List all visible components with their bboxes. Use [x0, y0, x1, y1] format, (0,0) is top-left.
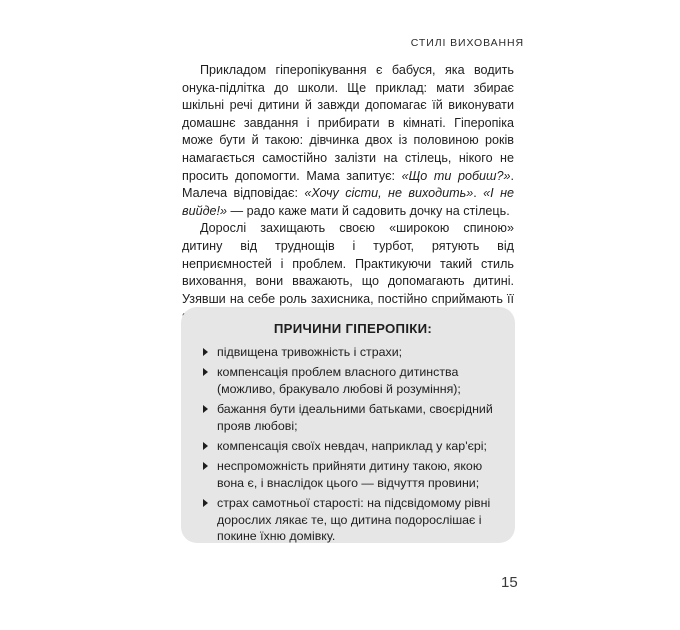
paragraph-1-part-2: . Малеча відповідає:	[182, 168, 514, 201]
triangle-bullet-icon	[203, 368, 208, 376]
paragraph-1-quote-1: «Що ти робиш?»	[401, 168, 511, 183]
paragraph-1-quote-2: «Хочу сісти, не виходить»	[304, 186, 474, 201]
paragraph-1-part-4: — радо каже мати й садовить дочку на стілець.	[227, 203, 510, 218]
list-item	[203, 458, 499, 491]
paragraph-1-quote-3: «І не вийде!»	[182, 186, 515, 218]
causes-list	[203, 344, 499, 544]
list-item-text: компенсація своїх невдач, наприклад у кар'єрі;	[217, 439, 487, 454]
triangle-bullet-icon	[203, 405, 208, 413]
list-item	[203, 344, 499, 360]
causes-callout-box	[181, 307, 515, 543]
paragraph-1	[182, 62, 514, 220]
triangle-bullet-icon	[203, 499, 208, 507]
triangle-bullet-icon	[203, 348, 208, 356]
running-head: СТИЛІ ВИХОВАННЯ	[410, 37, 524, 49]
page-number: 15	[501, 574, 518, 591]
list-item-text: страх самотньої старості: на підсвідомому рівні дорослих лякає те, що дитина подорослішає і покине їхню домівку.	[217, 496, 491, 544]
list-item	[203, 438, 499, 454]
callout-title: ПРИЧИНИ ГІПЕРОПІКИ:	[273, 321, 433, 336]
list-item	[203, 364, 499, 397]
list-item-text: бажання бути ідеальними батьками, своєрідний прояв любові;	[217, 402, 493, 433]
triangle-bullet-icon	[203, 462, 208, 470]
body-text	[182, 62, 514, 326]
paragraph-1-part-1: Прикладом гіперопікування є бабуся, яка водить онука-підлітка до школи. Ще приклад: мати збирає шкільні речі дитини й завжди допомагає їй виконувати домашнє завдання і прибирати в кімнаті. Гіперопіка може бути й такою: дівчинка двох із половиною років намагається самостійно залізти на стілець, нікого не просить допомогти. Мама запитує:	[182, 63, 514, 183]
triangle-bullet-icon	[203, 442, 208, 450]
list-item-text: неспроможність прийняти дитину такою, якою вона є, і внаслідок цього — відчуття провини;	[217, 459, 483, 490]
list-item	[203, 401, 499, 434]
list-item	[203, 495, 499, 544]
list-item-text: компенсація проблем власного дитинства (можливо, бракувало любові й розуміння);	[217, 365, 461, 396]
paragraph-2: Дорослі захищають своєю «широкою спиною» дитину від труднощів і турбот, рятують від неприємностей і проблем. Практикуючи такий стиль виховання, вони вважають, що допомагають дитині. Узявши на себе роль захисника, постійно сприймають її	[182, 221, 514, 306]
list-item-text: підвищена тривожність і страхи;	[217, 345, 403, 359]
paragraph-1-part-3: .	[473, 186, 484, 201]
